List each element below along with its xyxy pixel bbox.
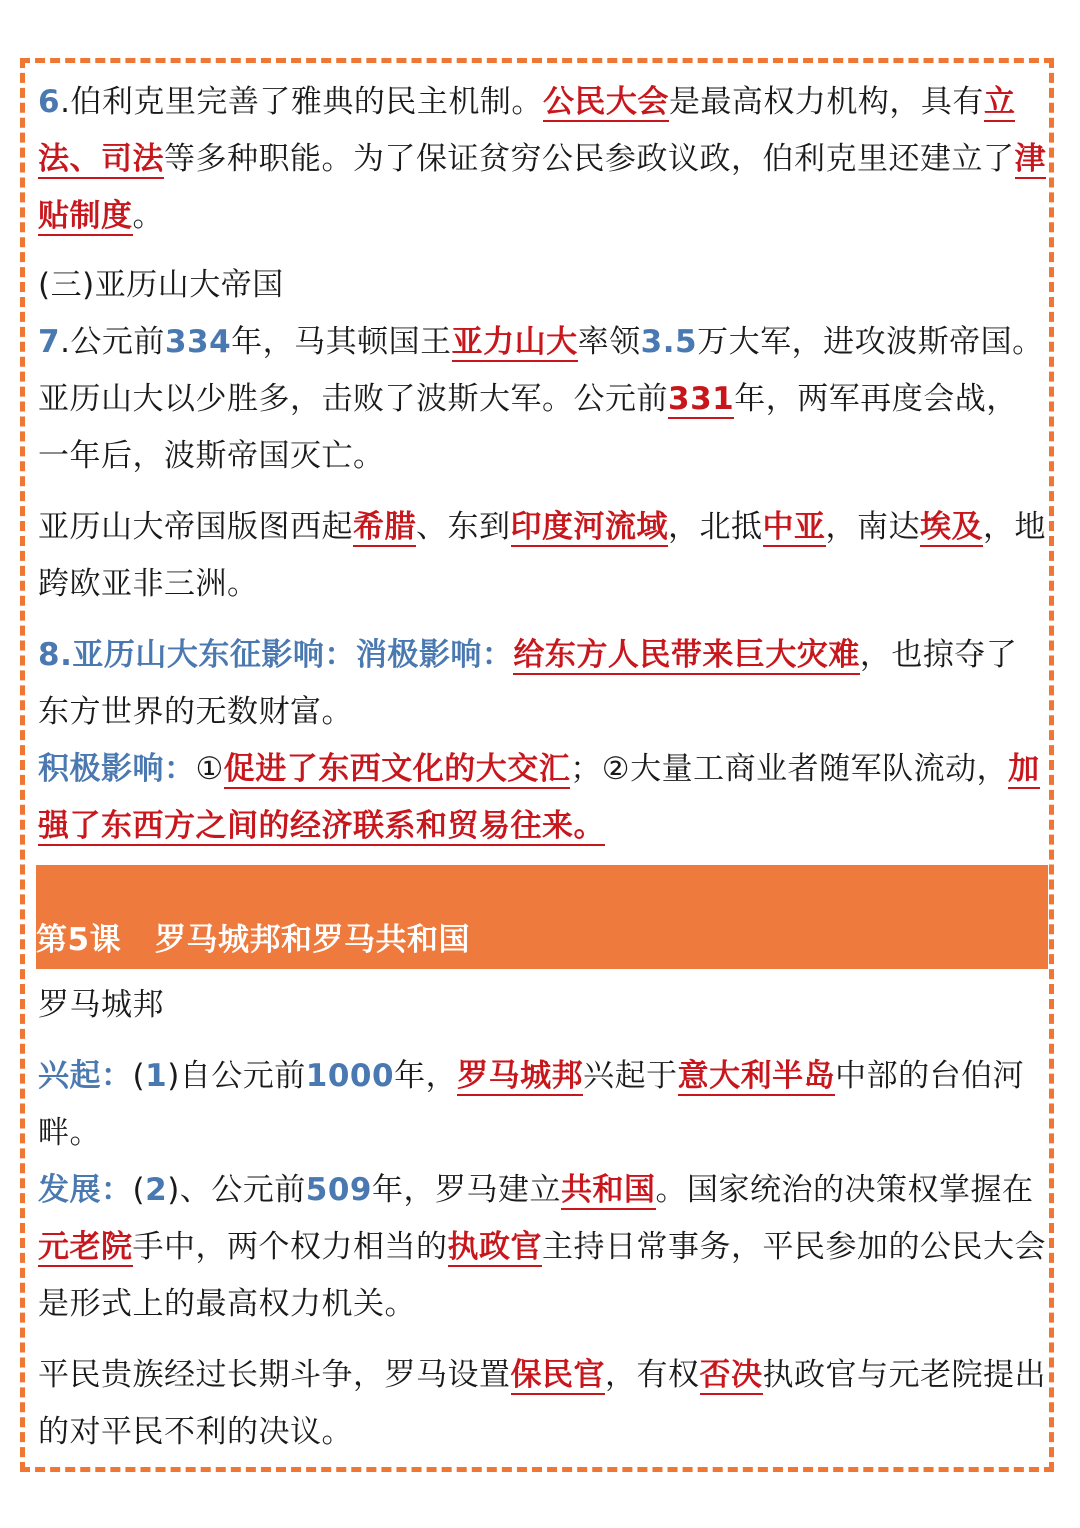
text: 。国家统治的决策权掌握在 [655,1172,1034,1208]
highlight-term: 执政官 [447,1229,542,1265]
highlight-term: 共和国 [561,1172,656,1208]
item-label: 兴起： [38,1058,133,1094]
paragraph-6 [38,74,1046,245]
text: 等多种职能。为了保证贫穷公民参政议政，伯利克里还建立了 [164,141,1015,177]
section-heading: (三)亚历山大帝国 [38,267,284,303]
text: ( [132,1172,146,1208]
text: ( [132,1058,146,1094]
text: 年，马其顿国王 [231,324,452,360]
text: 兴起于 [583,1058,678,1094]
text: 年，罗马建立 [372,1172,562,1208]
paragraph-7 [38,314,1046,485]
text: 年，两军再度会战，一年后，波斯帝国灭亡。 [38,381,1018,474]
text: .伯利克里完善了雅典的民主机制。 [60,84,543,120]
text: ，北抵 [668,509,763,545]
highlight-term: 给东方人民带来巨大灾难 [513,637,860,673]
text: 亚历山大帝国版图西起 [38,509,353,545]
item-label: 8.亚历山大东征影响：消极影响： [38,637,514,673]
text: 中部的台伯河畔。 [38,1058,1025,1151]
number-value: 2 [145,1172,168,1208]
highlight-term: 印度河流域 [510,509,668,545]
highlight-term: 中亚 [762,509,826,545]
item-label: 发展： [38,1172,133,1208]
highlight-term: 加强了东西方之间的经济联系和贸易往来。 [38,751,1040,844]
notes-content [38,74,1046,1461]
number-value: 1 [145,1058,168,1094]
highlight-term: 331 [668,381,735,417]
text: 年， [394,1058,458,1094]
item-number: 7 [38,324,61,360]
number-value: 509 [305,1172,373,1208]
text: ，地跨欧亚非三洲。 [38,509,1046,602]
text: 率领 [577,324,641,360]
paragraph-8 [38,627,1046,741]
highlight-term: 立法、司法 [38,84,1016,177]
number-value: 334 [164,324,232,360]
text: ，南达 [825,509,920,545]
text: )自公元前 [167,1058,306,1094]
text: ；②大量工商业者随军队流动， [570,751,1009,787]
highlight-term: 罗马城邦 [457,1058,584,1094]
item-number: 6 [38,84,61,120]
highlight-term: 埃及 [920,509,983,545]
highlight-term: 意大利半岛 [677,1058,836,1094]
lesson-title: 第5课 罗马城邦和罗马共和国 [36,922,470,958]
highlight-term: 希腊 [353,509,416,545]
paragraph-territory [38,499,1046,613]
section-heading: 罗马城邦 [38,987,164,1023]
text: .公元前 [60,324,165,360]
highlight-term: 公民大会 [542,84,669,120]
paragraph-8-positive [38,741,1046,855]
text: ，有权 [605,1357,700,1393]
text: 手中，两个权力相当的 [132,1229,448,1265]
number-value: 1000 [305,1058,395,1094]
highlight-term: 促进了东西文化的大交汇 [223,751,571,787]
text: 。 [132,198,164,234]
text: ，也掠夺了东方世界的无数财富。 [38,637,1018,730]
text: 主持日常事务，平民参加的公民大会是形式上的最高权力机关。 [38,1229,1046,1322]
paragraph-development [38,1162,1046,1333]
text: )、公元前 [167,1172,306,1208]
text: 是最高权力机构，具有 [668,84,984,120]
text: 执政官与元老院提出的对平民不利的决议。 [38,1357,1046,1450]
number-value: 3.5 [640,324,698,360]
highlight-term: 否决 [699,1357,763,1393]
paragraph-plebs [38,1347,1046,1461]
highlight-term: 亚力山大 [451,324,578,360]
paragraph-rise [38,1048,1046,1162]
highlight-term: 保民官 [510,1357,605,1393]
text: 万大军，进攻波斯帝国。亚历山大以少胜多，击败了波斯大军。公元前 [38,324,1044,417]
text: 、东到 [416,509,511,545]
text: ① [195,751,224,787]
highlight-term: 津贴制度 [38,141,1046,234]
highlight-term: 元老院 [38,1229,133,1265]
lesson-banner [36,865,1048,969]
text: 平民贵族经过长期斗争，罗马设置 [38,1357,511,1393]
item-label: 积极影响： [38,751,196,787]
